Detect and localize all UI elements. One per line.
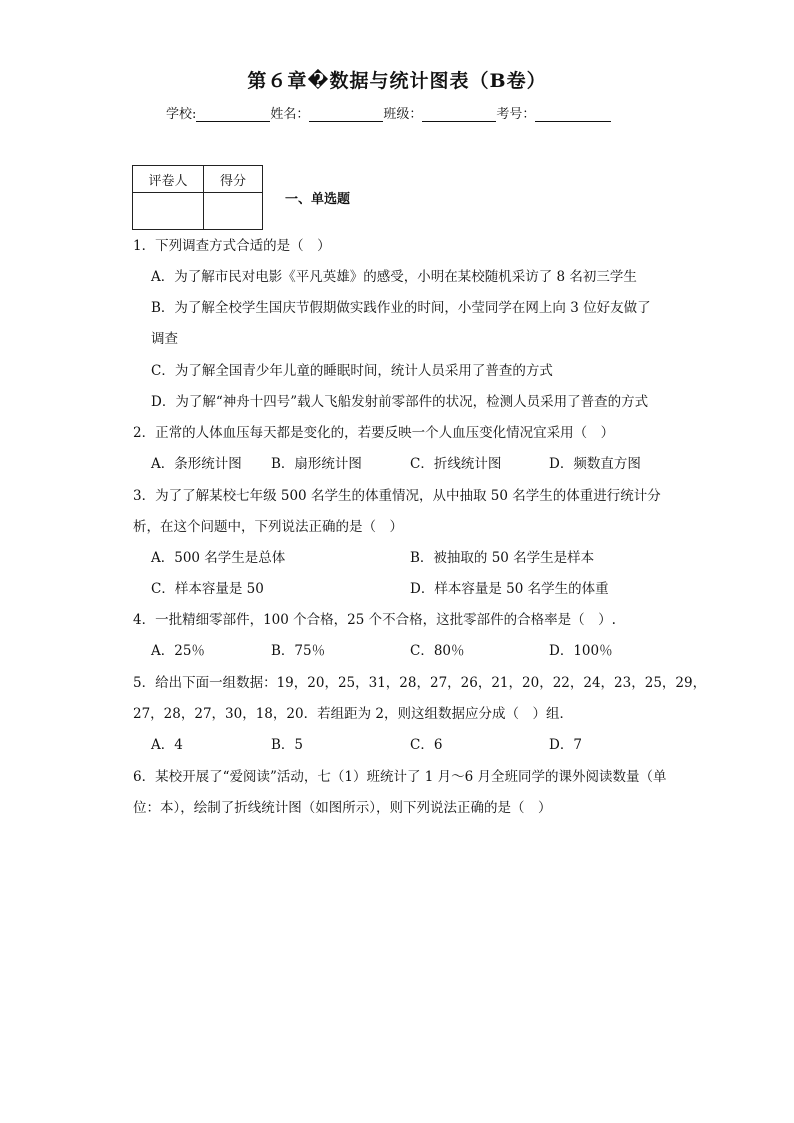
q5-option-d: D．7 bbox=[549, 737, 582, 753]
q3-option-c: C．样本容量是 50 bbox=[151, 581, 264, 597]
q4-option-c: C．80％ bbox=[410, 643, 465, 659]
section-heading: 一、单选题 bbox=[285, 192, 351, 207]
grader-cell[interactable] bbox=[133, 193, 204, 230]
score-table bbox=[132, 165, 263, 230]
q3-stem: 3．为了了解某校七年级 500 名学生的体重情况，从中抽取 50 名学生的体重进行统计分 bbox=[133, 488, 661, 504]
score-cell[interactable] bbox=[204, 193, 263, 230]
q2-option-a: A．条形统计图 bbox=[151, 456, 242, 472]
q4-stem: 4．一批精细零部件，100 个合格，25 个不合格，这批零部件的合格率是（ ）. bbox=[133, 612, 616, 628]
q1-option-a: A．为了解市民对电影《平凡英雄》的感受，小明在某校随机采访了 8 名初三学生 bbox=[151, 269, 637, 285]
q1-option-b-cont: 调查 bbox=[151, 331, 178, 347]
q2-option-c: C．折线统计图 bbox=[410, 456, 502, 472]
class-label: 班级： bbox=[383, 107, 423, 122]
q2-option-b: B．扇形统计图 bbox=[271, 456, 362, 472]
q6-stem: 6．某校开展了“爱阅读”活动，七（1）班统计了 1 月～6 月全班同学的课外阅读数量（单 bbox=[133, 769, 667, 785]
q5-option-a: A．4 bbox=[151, 737, 183, 753]
q2-stem: 2．正常的人体血压每天都是变化的，若要反映一个人血压变化情况宜采用（ ） bbox=[133, 425, 615, 441]
q3-option-a: A．500 名学生是总体 bbox=[151, 550, 286, 566]
q5-stem-cont: 27，28，27，30，18，20．若组距为 2，则这组数据应分成（ ）组． bbox=[133, 706, 573, 722]
school-blank[interactable] bbox=[196, 107, 270, 122]
page-title: 第６章�数据与统计图表（B卷） bbox=[247, 70, 547, 92]
school-label: 学校: bbox=[166, 107, 197, 122]
score-header: 得分 bbox=[204, 166, 263, 193]
q1-stem: 1．下列调查方式合适的是（ ） bbox=[133, 238, 331, 254]
q1-option-c: C．为了解全国青少年儿童的睡眠时间，统计人员采用了普查的方式 bbox=[151, 363, 553, 379]
q3-stem-cont: 析，在这个问题中，下列说法正确的是（ ） bbox=[133, 519, 403, 535]
q1-option-b: B．为了解全校学生国庆节假期做实践作业的时间，小莹同学在网上向 3 位好友做了 bbox=[151, 300, 651, 316]
exam-number-blank[interactable] bbox=[535, 107, 611, 122]
q5-stem: 5．给出下面一组数据：19，20，25，31，28，27，26，21，20，22，24，23，25，29， bbox=[133, 675, 707, 691]
q4-option-a: A．25％ bbox=[151, 643, 205, 659]
q5-option-b: B．5 bbox=[271, 737, 304, 753]
grader-header: 评卷人 bbox=[133, 166, 204, 193]
student-info-line bbox=[166, 103, 686, 122]
name-blank[interactable] bbox=[309, 107, 383, 122]
q4-option-d: D．100％ bbox=[549, 643, 613, 659]
q5-option-c: C．6 bbox=[410, 737, 443, 753]
name-label: 姓名： bbox=[270, 107, 310, 122]
q6-stem-cont: 位：本），绘制了折线统计图（如图所示），则下列说法正确的是（ ） bbox=[133, 800, 552, 816]
class-blank[interactable] bbox=[422, 107, 496, 122]
q4-option-b: B．75％ bbox=[271, 643, 326, 659]
q2-option-d: D．频数直方图 bbox=[549, 456, 641, 472]
q1-option-d: D．为了解“神舟十四号”载人飞船发射前零部件的状况，检测人员采用了普查的方式 bbox=[151, 394, 649, 410]
q3-option-d: D．样本容量是 50 名学生的体重 bbox=[410, 581, 609, 597]
exam-number-label: 考号： bbox=[496, 107, 536, 122]
q3-option-b: B．被抽取的 50 名学生是样本 bbox=[410, 550, 595, 566]
